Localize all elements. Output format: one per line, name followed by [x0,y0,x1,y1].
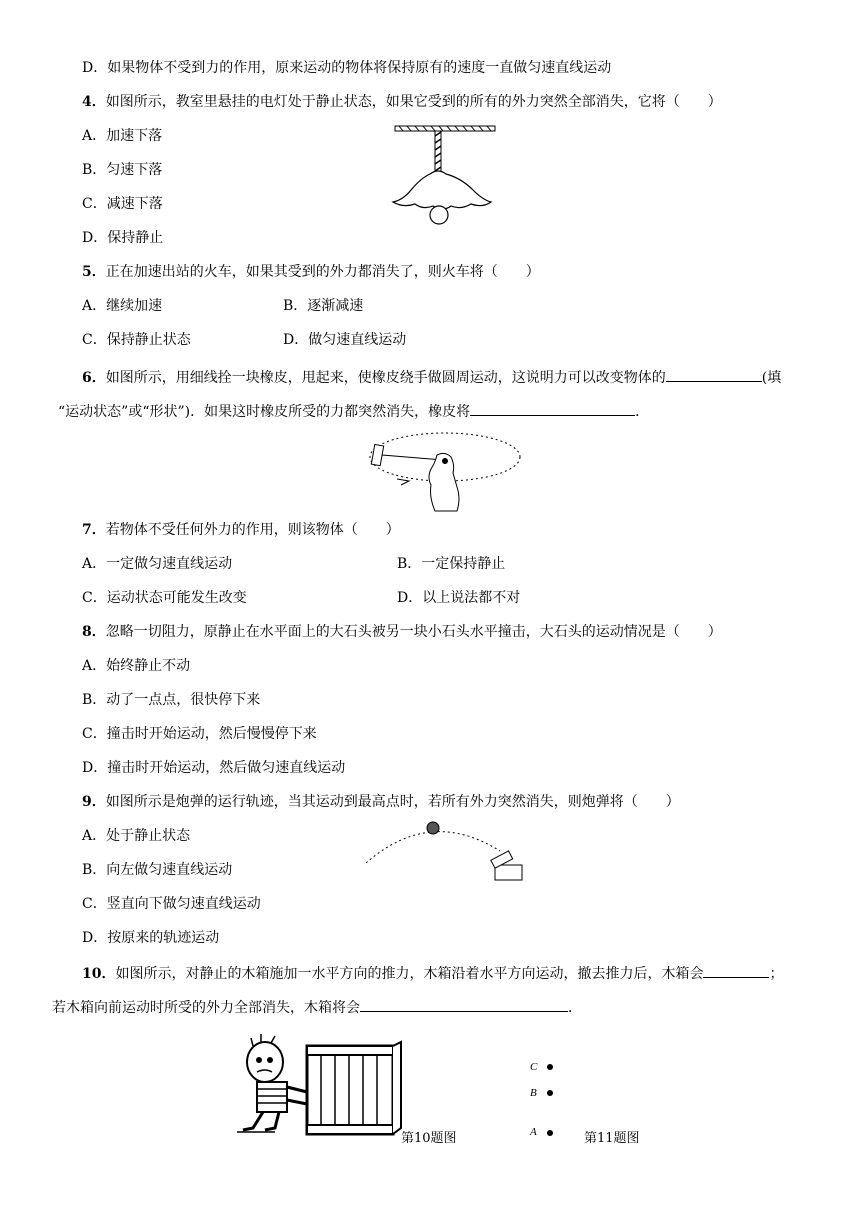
q6-stem-d: ． [635,404,650,420]
q8-stem-text: 忽略一切阻力，原静止在水平面上的大石头被另一块小石头水平撞击，大石头的运动情况是（ ） [105,624,722,640]
q9-option-c: C．竖直向下做匀速直线运动 [82,896,261,912]
point-c-dot [547,1064,553,1070]
q5-number: 5． [82,264,106,280]
q5-option-c: C．保持静止状态 [82,332,191,348]
q8-option-d: D．撞击时开始运动，然后做匀速直线运动 [82,760,346,776]
q4-option-d: D．保持静止 [82,230,164,246]
q9-option-d: D．按原来的轨迹运动 [82,930,220,946]
q8-option-a: A．始终静止不动 [82,658,191,674]
q10-stem-line2 [52,996,582,1018]
q6-stem-a: 如图所示，用细线拴一块橡皮，甩起来，使橡皮绕手做圆周运动，这说明力可以改变物体的 [105,370,666,386]
q5-option-b: B．逐渐减速 [283,298,364,314]
q10-stem-d: ． [568,1000,582,1016]
q10-stem-line1 [82,962,783,984]
point-a-label: A [530,1126,537,1138]
q10-blank-1[interactable] [703,962,769,978]
q10-number: 10． [82,966,116,982]
q7-stem-text: 若物体不受任何外力的作用，则该物体（ ） [105,522,400,538]
q7-option-c: C．运动状态可能发生改变 [82,590,247,606]
q4-stem [82,92,722,112]
rubber-circular-motion-figure [365,425,525,515]
q4-stem-text: 如图所示，教室里悬挂的电灯处于静止状态，如果它受到的所有的外力突然全部消失，它将（ ） [105,94,722,110]
q9-number: 9． [82,794,106,810]
q8-option-b: B．动了一点点，很快停下来 [82,692,261,708]
projectile-trajectory-figure [360,815,530,885]
q6-stem-b: (填 [761,370,782,386]
q8-number: 8． [82,624,106,640]
q6-blank-2[interactable] [470,400,635,416]
q7-option-b: B．一定保持静止 [397,556,506,572]
q6-stem-c: “运动状态”或“形状”)．如果这时橡皮所受的力都突然消失，橡皮将 [58,404,471,420]
pushing-box-figure [235,1032,405,1137]
q8-stem [82,622,722,642]
point-a-dot [547,1130,553,1136]
q3-option-d: D．如果物体不受到力的作用，原来运动的物体将保持原有的速度一直做匀速直线运动 [82,60,612,76]
q9-stem [82,792,680,812]
q6-stem-line2 [58,400,649,422]
q6-number: 6． [82,370,106,386]
q5-stem [82,262,540,282]
figure-11-caption: 第11题图 [584,1131,640,1146]
q9-option-a: A．处于静止状态 [82,828,191,844]
point-b-dot [547,1090,553,1096]
q10-stem-b: ； [769,966,784,982]
point-c-label: C [530,1061,538,1073]
q4-option-b: B．匀速下落 [82,162,163,178]
q4-option-c: C．减速下落 [82,196,163,212]
q4-option-a: A．加速下落 [82,128,163,144]
q9-option-b: B．向左做匀速直线运动 [82,862,233,878]
figure-10-caption: 第10题图 [401,1131,457,1146]
q5-option-a: A．继续加速 [82,298,163,314]
hanging-lamp-figure [385,118,505,233]
q10-stem-a: 如图所示，对静止的木箱施加一水平方向的推力，木箱沿着水平方向运动，撤去推力后，木箱会 [115,966,704,982]
q4-number: 4． [82,94,106,110]
q5-stem-text: 正在加速出站的火车，如果其受到的外力都消失了，则火车将（ ） [105,264,540,280]
q7-option-a: A．一定做匀速直线运动 [82,556,233,572]
q10-stem-c: 若木箱向前运动时所受的外力全部消失，木箱将会 [52,1000,360,1016]
q10-blank-2[interactable] [360,996,568,1012]
q7-stem [82,520,400,540]
q9-stem-text: 如图所示是炮弹的运行轨迹，当其运动到最高点时，若所有外力突然消失，则炮弹将（ ） [105,794,680,810]
q5-option-d: D．做匀速直线运动 [283,332,407,348]
q7-option-d: D．以上说法都不对 [397,590,521,606]
q8-option-c: C．撞击时开始运动，然后慢慢停下来 [82,726,317,742]
q6-blank-1[interactable] [666,366,762,382]
point-b-label: B [530,1087,537,1099]
q7-number: 7． [82,522,106,538]
q6-stem-line1 [82,366,781,388]
